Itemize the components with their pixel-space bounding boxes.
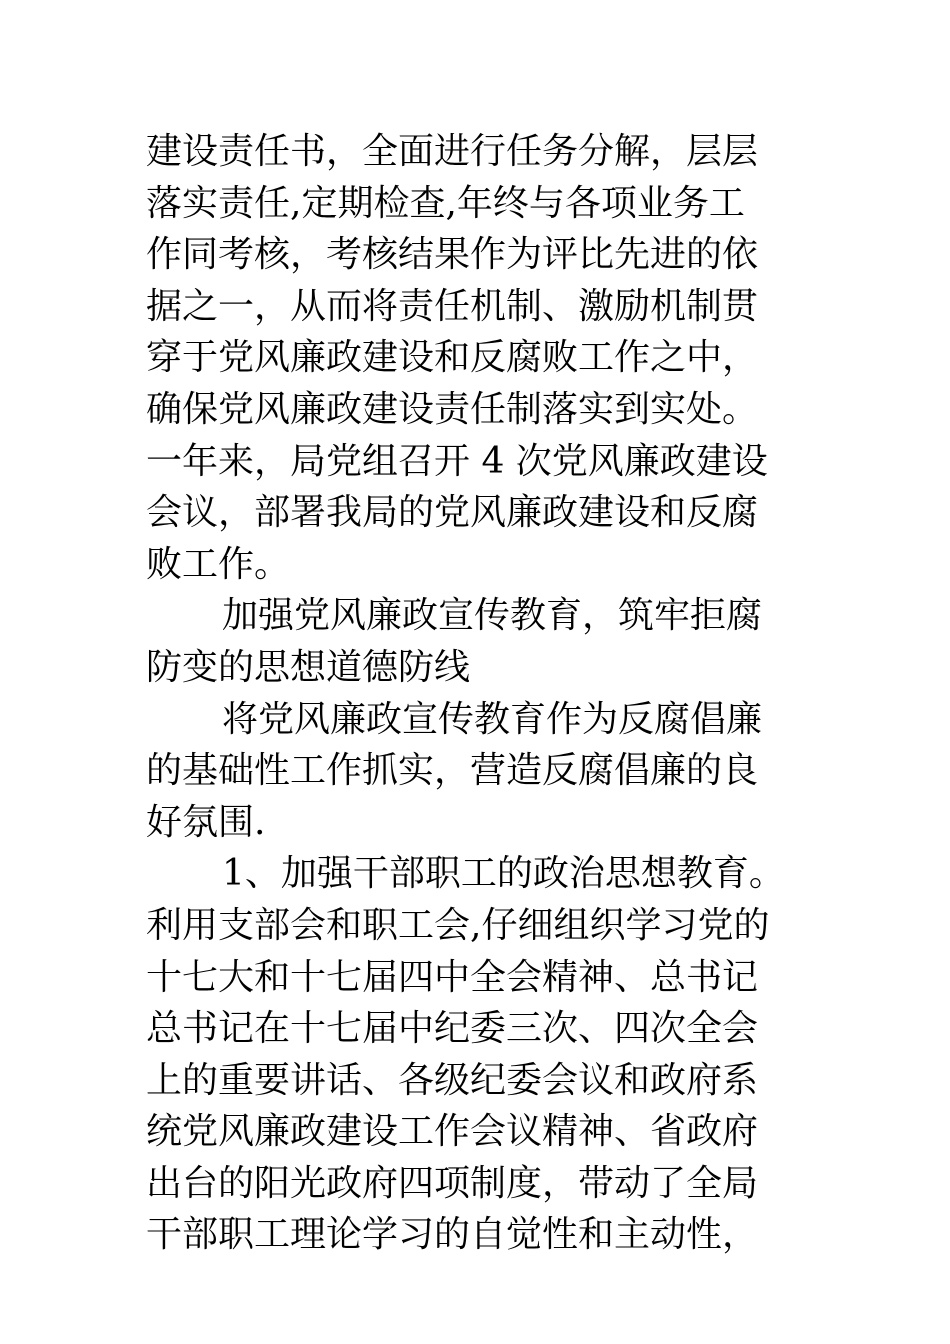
text-line: 一年来，局党组召开 4 次党风廉政建设: [146, 440, 768, 482]
text-line: 好氛围.: [146, 801, 266, 843]
text-line: 的基础性工作抓实，营造反腐倡廉的良: [146, 750, 759, 792]
text-line: 确保党风廉政建设责任制落实到实处。: [146, 388, 759, 430]
text-line: 穿于党风廉政建设和反腐败工作之中，: [146, 337, 759, 379]
text-line: 上的重要讲话、各级纪委会议和政府系: [146, 1059, 759, 1101]
text-line: 败工作。: [146, 543, 291, 585]
document-body: [146, 126, 836, 1261]
section-heading-line: 加强党风廉政宣传教育，筑牢拒腐: [222, 595, 763, 637]
text-line: 总书记在十七届中纪委三次、四次全会: [146, 1008, 759, 1050]
text-line: 干部职工理论学习的自觉性和主动性，: [146, 1214, 759, 1256]
section-heading-line: 防变的思想道德防线: [146, 646, 471, 688]
text-line: 统党风廉政建设工作会议精神、省政府: [146, 1111, 759, 1153]
text-line: 作同考核，考核结果作为评比先进的依: [146, 234, 759, 276]
text-line: 会议，部署我局的党风廉政建设和反腐: [146, 492, 759, 534]
list-item-heading-line: 1、加强干部职工的政治思想教育。: [222, 853, 785, 895]
text-line: 落实责任,定期检查,年终与各项业务工: [146, 182, 745, 224]
paragraph-first-line: 将党风廉政宣传教育作为反腐倡廉: [222, 698, 763, 740]
text-line: 利用支部会和职工会,仔细组织学习党的: [146, 904, 770, 946]
text-line: 出台的阳光政府四项制度，带动了全局: [146, 1162, 759, 1204]
text-line: 十七大和十七届四中全会精神、总书记: [146, 956, 759, 998]
text-line: 建设责任书，全面进行任务分解，层层: [146, 131, 759, 172]
text-line: 据之一，从而将责任机制、激励机制贯: [146, 285, 759, 327]
